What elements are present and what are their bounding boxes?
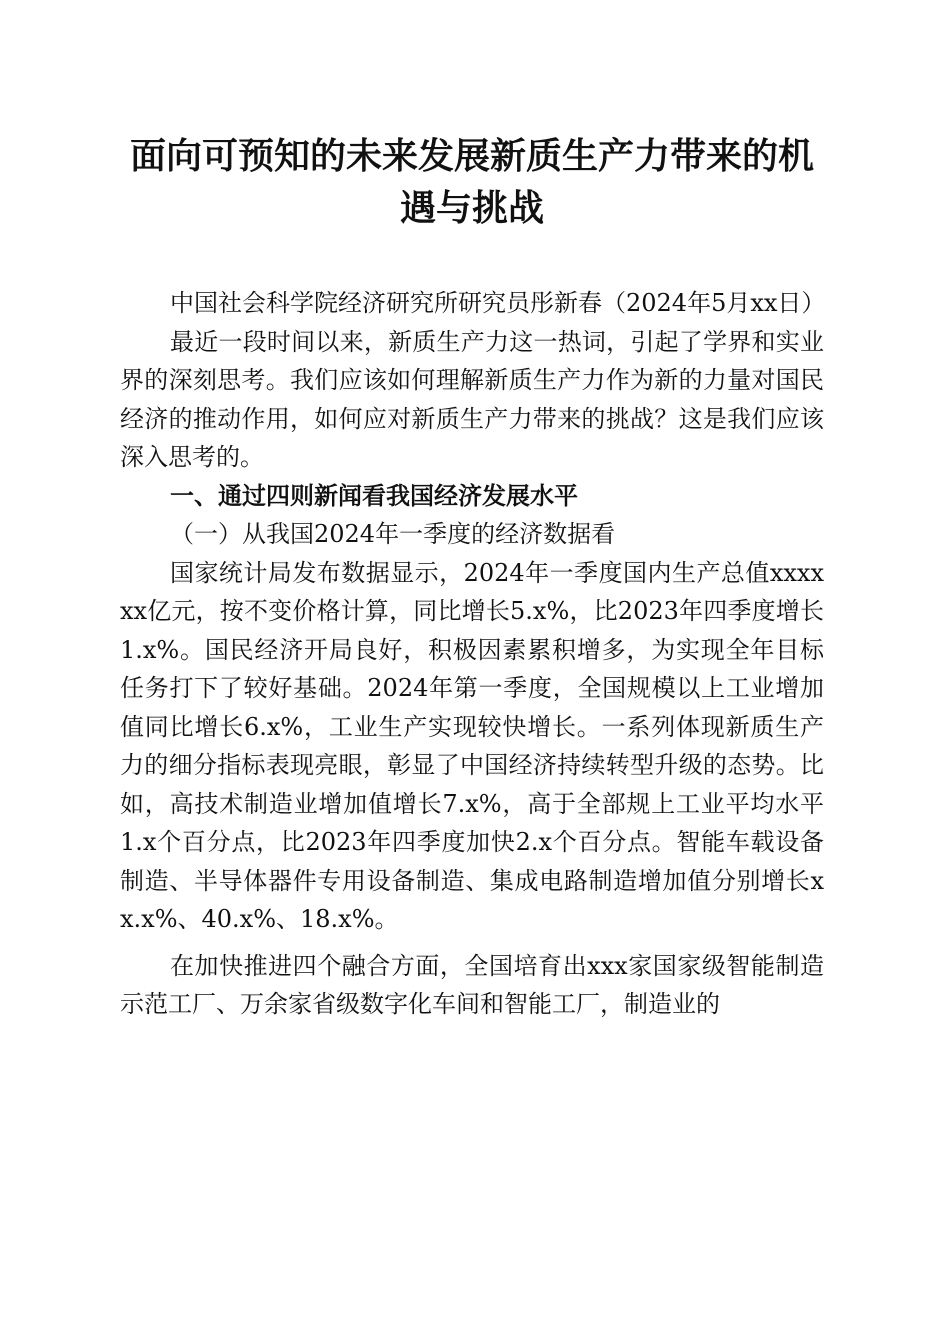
intro-paragraph: 最近一段时间以来，新质生产力这一热词，引起了学界和实业界的深刻思考。我们应该如何理解新质生产力作为新的力量对国民经济的推动作用，如何应对新质生产力带来的挑战？这是我们应该深入思考的。 — [120, 327, 824, 471]
fusion-paragraph: 在加快推进四个融合方面，全国培育出xxx家国家级智能制造示范工厂、万余家省级数字化车间和智能工厂，制造业的 — [120, 951, 824, 1018]
data-paragraph: 国家统计局发布数据显示，2024年一季度国内生产总值xxxxxx亿元，按不变价格计算，同比增长5.x%，比2023年四季度增长1.x%。国民经济开局良好，积极因素累积增多，为实现全年目标任务打下了较好基础。2024年第一季度，全国规模以上工业增加值同比增长6.x%，工业生产实现较快增长。一系列体现新质生产力的细分指标表现亮眼，彰显了中国经济持续转型升级的态势。比如，高技术制造业增加值增长7.x%，高于全部规上工业平均水平1.x个百分点，比2023年四季度加快2.x个百分点。智能车载设备制造、半导体器件专用设备制造、集成电路制造增加值分别增长xx.x%、40.x%、18.x%。 — [120, 558, 824, 933]
document-title: 面向可预知的未来发展新质生产力带来的机遇与挑战 — [129, 135, 814, 229]
subsection-heading-1: （一）从我国2024年一季度的经济数据看 — [170, 520, 616, 548]
byline: 中国社会科学院经济研究所研究员彤新春（2024年5月xx日） — [170, 289, 826, 317]
section-heading-1: 一、通过四则新闻看我国经济发展水平 — [170, 481, 578, 510]
document-body — [120, 284, 824, 1024]
